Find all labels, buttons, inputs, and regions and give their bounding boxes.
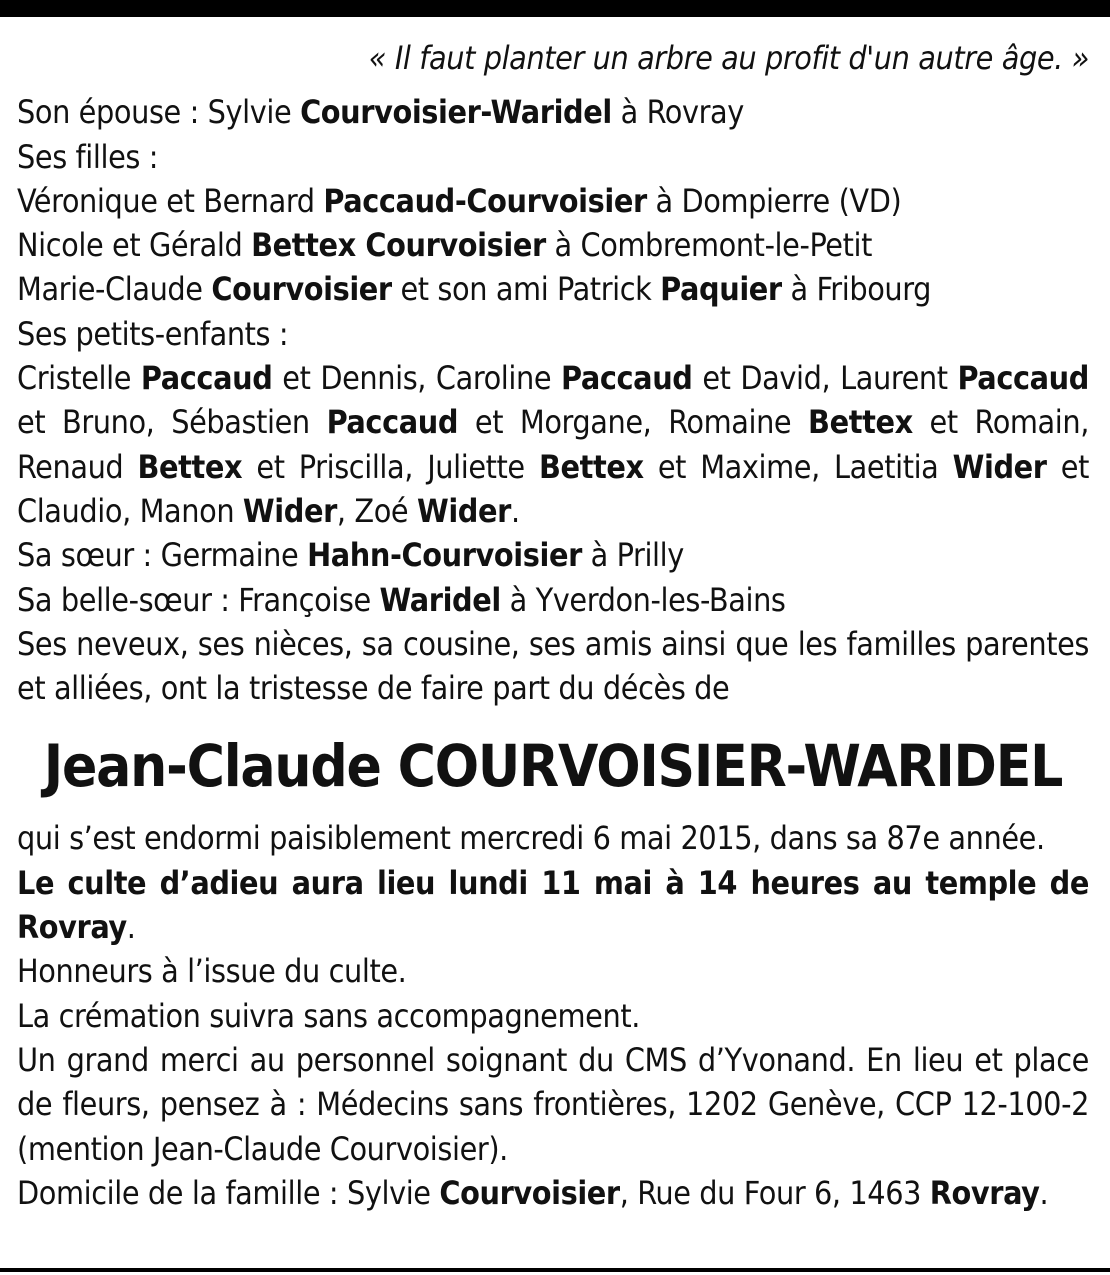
bold-name: Waridel: [379, 580, 501, 619]
thanks-and-donations: Un grand merci au personnel soignant du CMS d’Yvonand. En lieu et place de fleurs, pensez à : Médecins sans frontières, 1202 Genève, CCP 12-100-2 (mention Jean-Claude Courvoisier).: [17, 1040, 1089, 1168]
family-members: [17, 90, 1089, 356]
text-run: Nicole et Gérald: [17, 226, 252, 265]
bold-name: Le culte d’adieu aura lieu lundi 11 mai à 14 heures au temple de Rovray: [17, 863, 1089, 947]
grandchildren-list: [17, 356, 1089, 533]
text-run: à Fribourg: [781, 270, 932, 309]
bold-name: Paccaud-Courvoisier: [323, 181, 647, 220]
passing-details: qui s’est endormi paisiblement mercredi 6 mai 2015, dans sa 87e année.: [17, 819, 1045, 858]
top-border-bar: [0, 0, 1110, 17]
bold-name: Wider: [416, 491, 511, 530]
text-run: .: [510, 491, 520, 530]
bold-name: Paccaud: [561, 359, 693, 398]
bold-name: Wider: [242, 491, 337, 530]
obituary-notice: [17, 36, 1089, 1215]
text-run: Ses petits-enfants :: [17, 314, 289, 353]
deceased-name: Jean-Claude COURVOISIER-WARIDEL: [43, 732, 1063, 801]
bold-name: Bettex: [538, 447, 644, 486]
text-run: et Bruno, Sébastien: [17, 403, 327, 442]
text-run: et David, Laurent: [692, 359, 958, 398]
text-run: à Yverdon-les-Bains: [500, 580, 786, 619]
bold-name: Bettex: [137, 447, 243, 486]
text-run: et Romain, Renaud: [17, 403, 1089, 486]
text-run: Ses filles :: [17, 137, 159, 176]
text-run: et son ami Patrick: [391, 270, 661, 309]
text-run: Sa belle-sœur : Françoise: [17, 580, 380, 619]
ceremony-details: [17, 861, 1089, 950]
bold-name: Hahn-Courvoisier: [307, 536, 582, 575]
text-run: et Maxime, Laetitia: [643, 447, 953, 486]
epigraph-quote: « Il faut planter un arbre au profit d'un autre âge. »: [368, 39, 1089, 77]
text-run: Son épouse : Sylvie: [17, 93, 301, 132]
bold-name: Paccaud: [326, 403, 459, 442]
siblings-list: [17, 533, 1089, 622]
text-run: et Priscilla, Juliette: [242, 447, 539, 486]
text-run: Cristelle: [17, 359, 141, 398]
text-run: Domicile de la famille : Sylvie: [17, 1173, 440, 1212]
text-run: , Zoé: [336, 491, 417, 530]
bold-name: Wider: [952, 447, 1047, 486]
text-run: à Combremont-le-Petit: [545, 226, 872, 265]
bold-name: Courvoisier-Waridel: [300, 93, 612, 132]
bold-name: Bettex Courvoisier: [251, 226, 546, 265]
bold-name: Courvoisier: [439, 1173, 620, 1212]
bold-name: Paccaud: [957, 359, 1089, 398]
text-run: Véronique et Bernard: [17, 181, 324, 220]
text-run: à Dompierre (VD): [646, 181, 902, 220]
bold-name: Paquier: [660, 270, 782, 309]
text-run: Marie-Claude: [17, 270, 212, 309]
text-run: à Prilly: [581, 536, 684, 575]
text-run: .: [1039, 1173, 1049, 1212]
text-run: à Rovray: [611, 93, 744, 132]
bold-name: Courvoisier: [211, 270, 392, 309]
text-run: , Rue du Four 6, 1463: [619, 1173, 930, 1212]
announcement-text: Ses neveux, ses nièces, sa cousine, ses amis ainsi que les familles parentes et alliées, ont la tristesse de faire part du décès de: [17, 624, 1089, 708]
cremation-text: La crémation suivra sans accompagnement.: [17, 996, 640, 1035]
family-domicile: [17, 1171, 1089, 1215]
bold-name: Rovray: [929, 1173, 1040, 1212]
text-run: et Dennis, Caroline: [272, 359, 561, 398]
bold-name: Paccaud: [140, 359, 273, 398]
text-run: Sa sœur : Germaine: [17, 536, 308, 575]
bold-name: Bettex: [808, 403, 913, 442]
honours-text: Honneurs à l’issue du culte.: [17, 952, 407, 991]
text-run: .: [126, 908, 136, 947]
bottom-border-rule: [0, 1268, 1110, 1272]
text-run: et Claudio, Manon: [17, 447, 1089, 530]
text-run: et Morgane, Romaine: [458, 403, 809, 442]
